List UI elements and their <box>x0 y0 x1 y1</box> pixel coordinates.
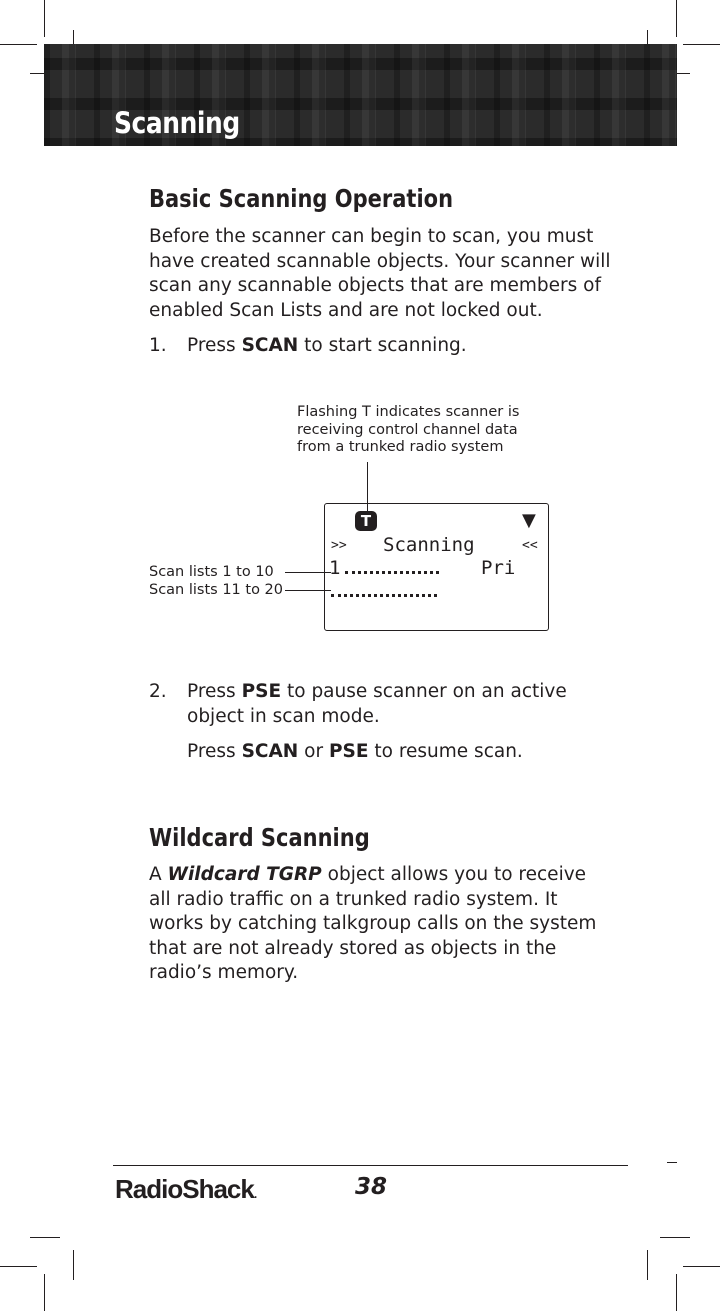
crop-mark <box>0 44 37 45</box>
crop-mark <box>30 1237 60 1238</box>
step-text: Press SCAN to start scanning. <box>187 335 467 356</box>
basic-scanning-heading: Basic Scanning Operation <box>149 184 454 213</box>
t-icon-callout: Flashing T indicates scanner is receiving control channel data from a trunked radio system <box>297 404 520 455</box>
pse-key: PSE <box>241 681 282 702</box>
down-arrow-icon: ▼ <box>522 510 536 531</box>
wildcard-heading-wrap <box>149 823 611 852</box>
step-number: 1. <box>149 335 167 356</box>
basic-scanning-heading-wrap <box>149 184 611 213</box>
right-marker: << <box>522 538 538 553</box>
crop-mark <box>73 1250 74 1280</box>
crop-mark <box>44 0 45 37</box>
crop-mark <box>44 1274 45 1311</box>
step-2 <box>149 680 609 730</box>
radioshack-logo: RadioShack. <box>115 1174 257 1204</box>
wildcard-scanning-heading: Wildcard Scanning <box>149 823 370 852</box>
scan-lists-1-10-dots <box>345 571 439 574</box>
footer-rule <box>113 1165 628 1166</box>
scan-lists-11-20-dots <box>331 594 437 597</box>
wildcard-paragraph: A Wildcard TGRP object allows you to receive all radio traffic on a trunked radio system. It works by catching talkgroup calls on the system that are not already stored as objects in the radio’s memory. <box>149 864 597 983</box>
section-banner <box>44 44 677 146</box>
step-number: 2. <box>149 681 167 702</box>
basic-intro-wrap <box>149 225 611 323</box>
pse-key: PSE <box>328 741 369 762</box>
crop-mark <box>683 1266 720 1267</box>
scan-key: SCAN <box>241 335 299 356</box>
step-2-resume <box>149 740 609 766</box>
crop-mark <box>660 1237 690 1238</box>
step-text: Press PSE to pause scanner on an active object in scan mode. <box>187 681 567 727</box>
wildcard-term: Wildcard TGRP <box>167 864 322 885</box>
scan-status-text: Scanning <box>383 534 475 556</box>
section-title: Scanning <box>114 106 240 140</box>
basic-intro-paragraph: Before the scanner can begin to scan, you must have created scannable objects. Your scanner will scan any scannable objects that are members of enabled Scan Lists and are not locked out. <box>149 226 611 321</box>
crop-mark <box>667 1162 677 1163</box>
left-marker: >> <box>331 538 347 553</box>
trunk-t-icon: T <box>355 511 377 531</box>
page-number: 38 <box>355 1174 388 1200</box>
crop-mark <box>676 0 677 37</box>
scan-list-callout: Scan lists 1 to 10 Scan lists 11 to 20 <box>149 564 283 598</box>
crop-mark <box>0 1266 37 1267</box>
crop-mark <box>676 1274 677 1311</box>
crop-mark <box>647 1250 648 1280</box>
priority-indicator: Pri <box>481 557 516 579</box>
step-1 <box>149 334 609 360</box>
crop-mark <box>683 44 720 45</box>
wildcard-paragraph-wrap <box>149 863 611 986</box>
step-text: Press SCAN or PSE to resume scan. <box>187 741 523 762</box>
scan-key: SCAN <box>241 741 299 762</box>
scan-list-number: 1 <box>329 557 341 579</box>
lcd-display <box>324 503 549 631</box>
